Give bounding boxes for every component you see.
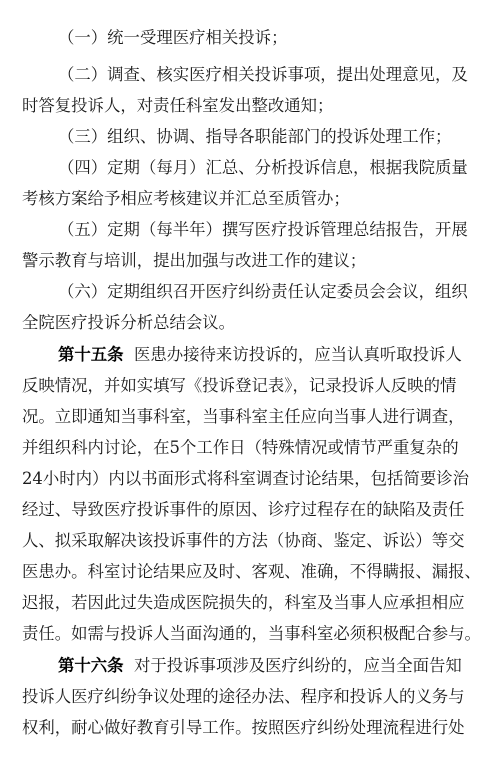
item-3-line-1: （三）组织、协调、指导各职能部门的投诉处理工作；: [58, 127, 452, 146]
article-15-first-text: 医患办接待来访投诉的，应当认真听取投诉人: [133, 345, 462, 364]
article-15-heading: 第十五条: [58, 345, 124, 364]
item-6-line-1: （六）定期组织召开医疗纠纷责任认定委员会会议，组织: [58, 282, 468, 301]
article-16-heading: 第十六条: [58, 656, 124, 675]
article-15-line-8: 医患办。科室讨论结果应及时、客观、准确，不得瞒报、漏报、: [22, 562, 481, 581]
article-16-line-2: 投诉人医疗纠纷争议处理的途径办法、程序和投诉人的义务与: [22, 687, 465, 706]
article-16-first-text: 对于投诉事项涉及医疗纠纷的，应当全面告知: [133, 656, 462, 675]
item-2-line-2: 时答复投诉人，对责任科室发出整改通知；: [22, 96, 334, 115]
item-5-line-1: （五）定期（每半年）撰写医疗投诉管理总结报告，开展: [58, 220, 468, 239]
article-15-line-9: 迟报，若因此过失造成医院损失的，科室及当事人应承担相应: [22, 593, 465, 612]
article-15-first-line: [58, 339, 464, 370]
article-15-line-7: 人、拟采取解决该投诉事件的方法（协商、鉴定、诉讼）等交: [22, 531, 465, 550]
item-4-line-1: （四）定期（每月）汇总、分析投诉信息，根据我院质量: [58, 158, 468, 177]
article-15-line-3: 况。立即通知当事科室，当事科室主任应向当事人进行调查，: [22, 407, 465, 426]
article-15-line-4: 并组织科内讨论，在5个工作日（特殊情况或情节严重复杂的: [22, 438, 459, 457]
article-16-line-3: 权利，耐心做好教育引导工作。按照医疗纠纷处理流程进行处: [22, 718, 465, 737]
item-6-line-2: 全院医疗投诉分析总结会议。: [22, 313, 236, 332]
item-1-line-1: （一）统一受理医疗相关投诉；: [58, 28, 288, 47]
article-15-line-6: 经过、导致医疗投诉事件的原因、诊疗过程存在的缺陷及责任: [22, 500, 465, 519]
item-2-line-1: （二）调查、核实医疗相关投诉事项，提出处理意见，及: [58, 65, 468, 84]
item-5-line-2: 警示教育与培训，提出加强与改进工作的建议；: [22, 251, 367, 270]
item-4-line-2: 考核方案给予相应考核建议并汇总至质管办；: [22, 189, 350, 208]
article-15-line-10: 责任。如需与投诉人当面沟通的，当事科室必须积极配合参与。: [22, 624, 481, 643]
article-15-line-5: 24小时内）内以书面形式将科室调查讨论结果，包括简要诊治: [22, 469, 470, 488]
article-16-first-line: [58, 650, 464, 681]
article-15-line-2: 反映情况，并如实填写《投诉登记表》，记录投诉人反映的情: [22, 376, 457, 395]
